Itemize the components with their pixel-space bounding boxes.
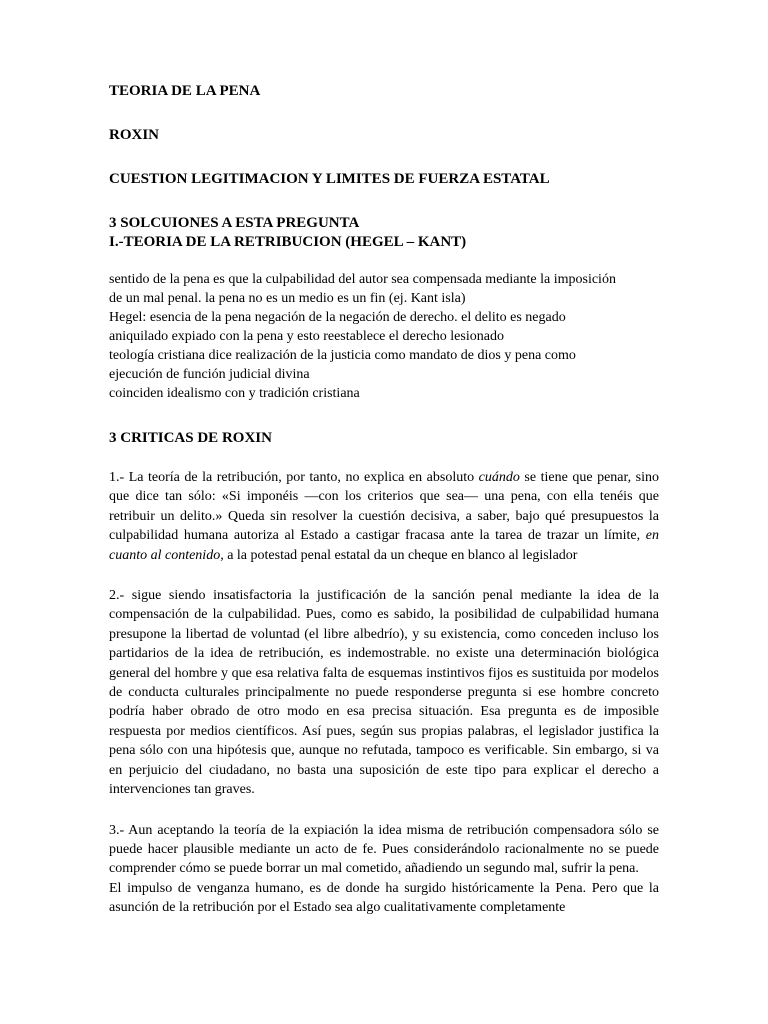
question-heading: CUESTION LEGITIMACION Y LIMITES DE FUERZA ESTATAL (109, 171, 550, 187)
summary-line: Hegel: esencia de la pena negación de la negación de derecho. el delito es negado (109, 310, 566, 325)
critique-1-italic-b: en cuanto al contenido, (109, 528, 659, 563)
critique-1-paragraph (109, 468, 659, 565)
critique-3-paragraph (109, 821, 659, 918)
critique-3-continuation: El impulso de venganza humano, es de donde ha surgido históricamente la Pena. Pero que la asunción de la retribución por el Estado sea algo cualitativamente completamente (109, 880, 659, 916)
critique-1-text-a: 1.- La teoría de la retribución, por tanto, no explica en absoluto (109, 470, 479, 485)
summary-line: sentido de la pena es que la culpabilidad del autor sea compensada mediante la imposición (109, 272, 616, 287)
criticisms-heading: 3 CRITICAS DE ROXIN (109, 430, 272, 446)
critique-3-text: 3.- Aun aceptando la teoría de la expiación la idea misma de retribución compensadora sólo se puede hacer plausible mediante un acto de fe. Pues considerándolo racionalmente no se puede comprender cómo se puede borrar un mal cometido, añadiendo un segundo mal, sufrir la pena. (109, 822, 659, 877)
critique-1-text-b: se tiene que penar, sino que dice tan sólo: «Si imponéis —con los criterios que sea— una pena, con ella tenéis que retribuir un delito.» Queda sin resolver la cuestión decisiva, a saber, bajo qué presupuestos la culpabilidad humana autoriza al Estado a castigar fracasa ante la tarea de trazar un límite, (109, 470, 659, 544)
summary-line: aniquilado expiado con la pena y esto reestablece el derecho lesionado (109, 329, 504, 344)
retribution-theory-heading: I.-TEORIA DE LA RETRIBUCION (HEGEL – KANT) (109, 234, 467, 250)
author-heading: ROXIN (109, 127, 160, 143)
critique-1-text-c: a la potestad penal estatal da un cheque en blanco al legislador (223, 547, 578, 563)
summary-line: teología cristiana dice realización de la justicia como mandato de dios y pena como (109, 348, 576, 363)
critique-1-italic-a: cuándo (478, 470, 520, 485)
retribution-summary (109, 270, 659, 403)
summary-line: ejecución de función judicial divina (109, 367, 310, 382)
solutions-heading: 3 SOLCUIONES A ESTA PREGUNTA (109, 215, 360, 231)
summary-line: de un mal penal. la pena no es un medio es un fin (ej. Kant isla) (109, 291, 466, 306)
document-title: TEORIA DE LA PENA (109, 83, 261, 99)
summary-line: coinciden idealismo con y tradición cristiana (109, 386, 360, 401)
critique-2-paragraph: 2.- sigue siendo insatisfactoria la justificación de la sanción penal mediante la idea de la compensación de la culpabilidad. Pues, como es sabido, la posibilidad de culpabilidad humana presupone la libertad de voluntad (el libre albedrío), y su existencia, como conceden incluso los partidarios de la idea de retribución, es indemostrable. no existe una determinación biológica general del hombre y que esa relativa falta de esquemas instintivos fijos es sustituida por modelos de conducta culturales principalmente no puede responderse pregunta si ese hombre concreto podría haber obrado de otro modo en esa precisa situación. Esa pregunta es de imposible respuesta por medios científicos. Así pues, según sus propias palabras, el legislador justifica la pena sólo con una hipótesis que, aunque no refutada, tampoco es verificable. Sin embargo, si va en perjuicio del ciudadano, no basta una suposición de este tipo para explicar el derecho a intervenciones tan graves. (109, 588, 659, 798)
